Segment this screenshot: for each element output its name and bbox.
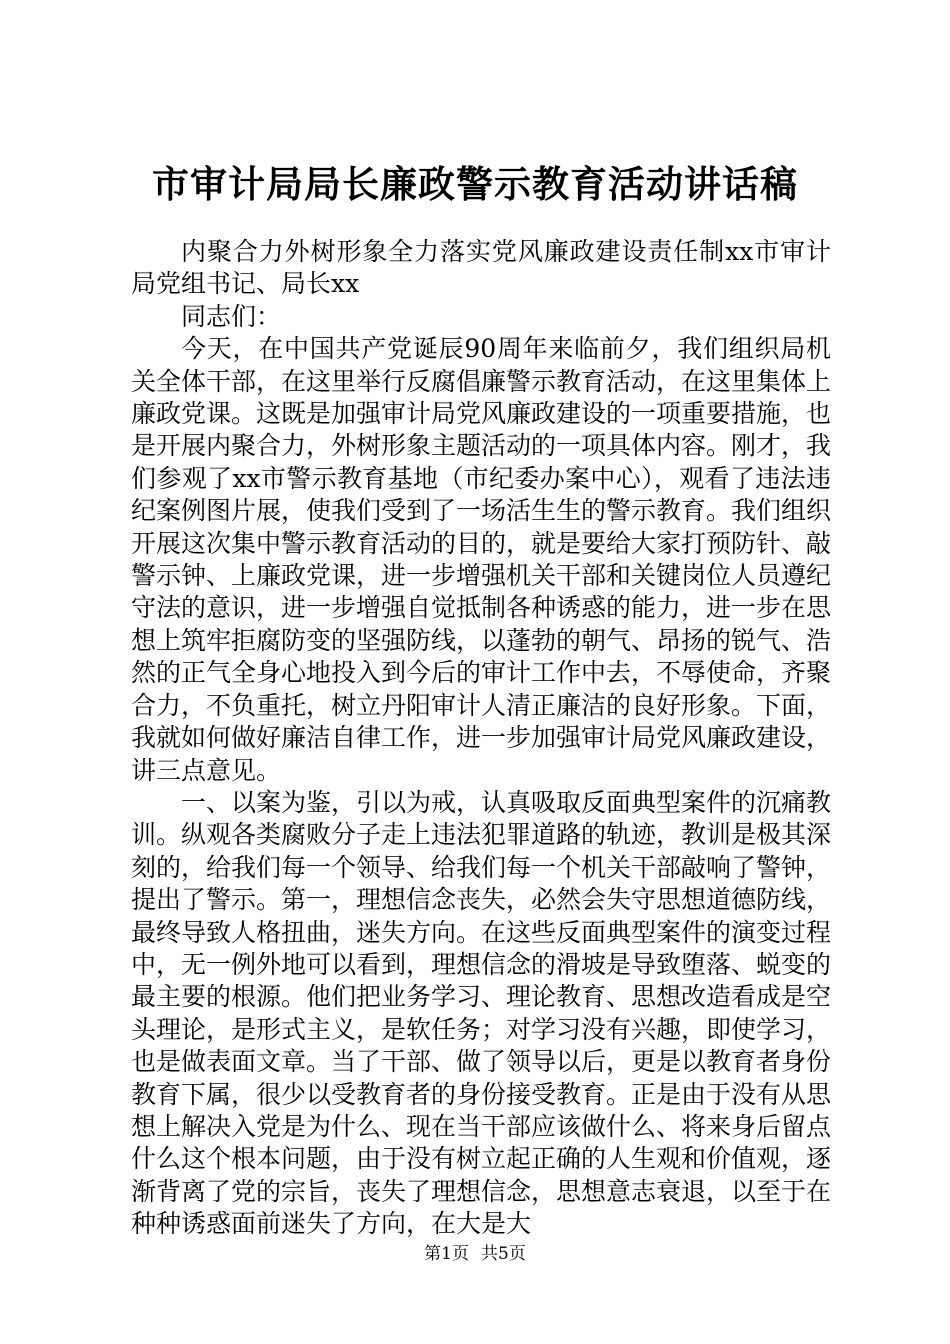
subtitle-paragraph: 内聚合力外树形象全力落实党风廉政建设责任制xx市审计局党组书记、局长xx [131,237,831,299]
page-footer [0,1242,950,1266]
page-number: 第1页 [424,1244,469,1264]
document-title: 市审计局局长廉政警示教育活动讲话稿 [152,162,798,206]
intro-paragraph: 今天，在中国共产党诞辰90周年来临前夕，我们组织局机关全体干部，在这里举行反腐倡廉警示教育活动，在这里集体上廉政党课。这既是加强审计局党风廉政建设的一项重要措施，也是开展内聚合力，外树形象主题活动的一项具体内容。刚才，我们参观了xx市警示教育基地（市纪委办案中心），观看了违法违纪案例图片展，使我们受到了一场活生生的警示教育。我们组织开展这次集中警示教育活动的目的，就是要给大家打预防针、敲警示钟、上廉政党课，进一步增强机关干部和关键岗位人员遵纪守法的意识，进一步增强自觉抵制各种诱惑的能力，进一步在思想上筑牢拒腐防变的坚强防线，以蓬勃的朝气、昂扬的锐气、浩然的正气全身心地投入到今后的审计工作中去，不辱使命，齐聚合力，不负重托，树立丹阳审计人清正廉洁的良好形象。下面，我就如何做好廉洁自律工作，进一步加强审计局党风廉政建设，讲三点意见。 [131,334,832,785]
page-total: 共5页 [481,1244,526,1264]
salutation-paragraph: 同志们： [181,301,282,331]
section-one-paragraph: 一、以案为鉴，引以为戒，认真吸取反面典型案件的沉痛教训。纵观各类腐败分子走上违法犯罪道路的轨迹，教训是极其深刻的，给我们每一个领导、给我们每一个机关干部敲响了警钟，提出了警示。第一，理想信念丧失，必然会失守思想道德防线，最终导致人格扭曲，迷失方向。在这些反面典型案件的演变过程中，无一例外地可以看到，理想信念的滑坡是导致堕落、蜕变的最主要的根源。他们把业务学习、理论教育、思想改造看成是空头理论，是形式主义，是软任务；对学习没有兴趣，即使学习，也是做表面文章。当了干部、做了领导以后，更是以教育者身份教育下属，很少以受教育者的身份接受教育。正是由于没有从思想上解决入党是为什么、现在当干部应该做什么、将来身后留点什么这个根本问题，由于没有树立起正确的人生观和价值观，逐渐背离了党的宗旨，丧失了理想信念，思想意志衰退，以至于在种种诱惑面前迷失了方向，在大是大 [131,787,832,1239]
document-body [131,236,831,1241]
